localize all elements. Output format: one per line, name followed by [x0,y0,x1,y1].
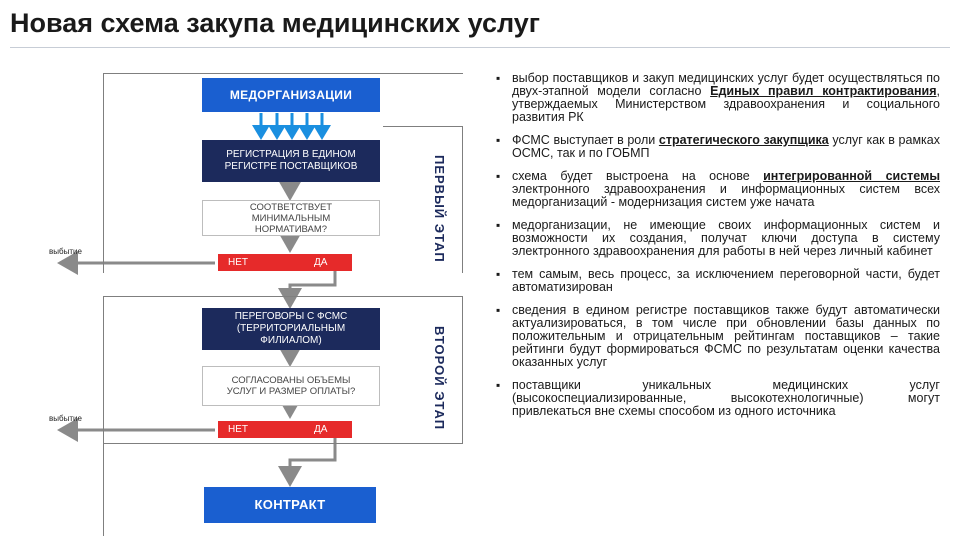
yes-label-1: ДА [314,256,328,268]
stage1-frame-right [383,126,463,273]
bullet-item: ▪ сведения в едином регистре поставщиков также будут автоматически актуализироваться, в том числе при обновлении базы данных по положительным и отрицательным рейтингам поставщиков – такие рейтинги будут формироваться ФСМС по результатам оценки качества оказанных услуг [490,304,940,369]
decision-row-1 [218,254,352,271]
no-label-2: НЕТ [228,423,248,435]
bullet-item: ▪ поставщики уникальных медицинских услуг (высокоспециализированные, высокотехнологичные) могут привлекаться вне схемы способом из одного источника [490,379,940,418]
bullet-item: ▪ ФСМС выступает в роли стратегического закупщика услуг как в рамках ОСМС, так и по ГОБМП [490,134,940,160]
negotiation-box: ПЕРЕГОВОРЫ С ФСМС (ТЕРРИТОРИАЛЬНЫМ ФИЛИАЛОМ) [202,308,380,350]
stage1-label: ПЕРВЫЙ ЭТАП [432,155,447,263]
medorg-box: МЕДОРГАНИЗАЦИИ [202,78,380,112]
bullet-item: ▪ схема будет выстроена на основе интегрированной системы электронного здравоохранения и информационных систем всех медорганизаций - модернизация систем уже начата [490,170,940,209]
exit-label-1: выбытие [49,247,82,256]
stage2-label: ВТОРОЙ ЭТАП [432,326,447,431]
bullet-item: ▪ выбор поставщиков и закуп медицинских услуг будет осуществляться по двух-этапной модели согласно Единых правил контрактирования, утверждаемых Министерством здравоохранения и социального развития РК [490,72,940,124]
yes-label-2: ДА [314,423,328,435]
check-norms-box: СООТВЕТСТВУЕТ МИНИМАЛЬНЫМ НОРМАТИВАМ? [202,200,380,236]
page-title: Новая схема закупа медицинских услуг [10,8,541,38]
exit-label-2: выбытие [49,414,82,423]
bullet-list [490,72,940,428]
bullet-item: ▪ медорганизации, не имеющие своих информационных систем и возможности их создания, получат ключи доступа в систему электронного здравоохранения для работы в ней через личный кабинет [490,219,940,258]
no-label-1: НЕТ [228,256,248,268]
registration-box: РЕГИСТРАЦИЯ В ЕДИНОМ РЕГИСТРЕ ПОСТАВЩИКОВ [202,140,380,182]
check-volumes-box: СОГЛАСОВАНЫ ОБЪЕМЫ УСЛУГ И РАЗМЕР ОПЛАТЫ? [202,366,380,406]
contract-box: КОНТРАКТ [204,487,376,523]
bullet-item: ▪ тем самым, весь процесс, за исключением переговорной части, будет автоматизирован [490,268,940,294]
contract-frame [103,444,104,536]
decision-row-2 [218,421,352,438]
